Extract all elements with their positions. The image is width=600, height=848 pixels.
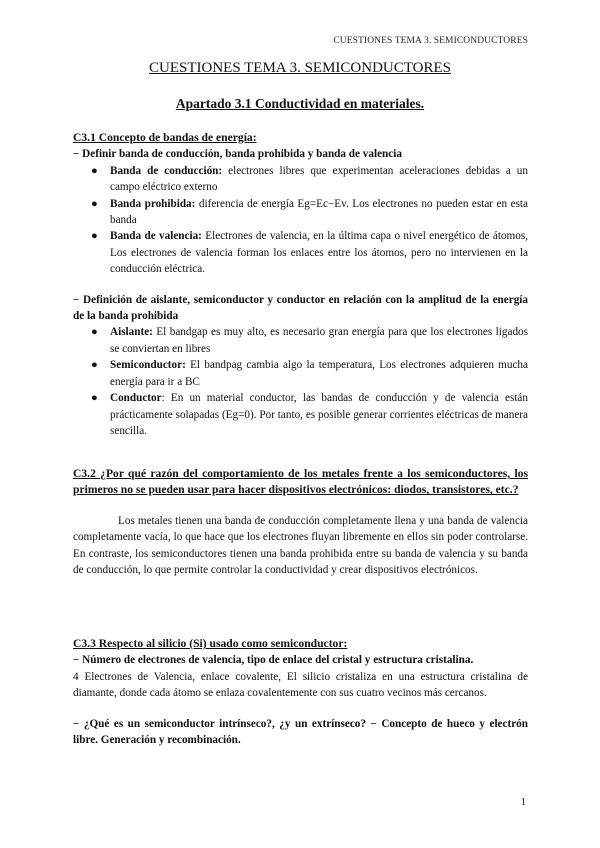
c33-question-2: − ¿Qué es un semiconductor intrínseco?, ¿y un extrínseco? − Concepto de hueco y electrón libre. Generación y recombinación. <box>73 717 528 747</box>
running-header: CUESTIONES TEMA 3. SEMICONDUCTORES <box>333 36 528 46</box>
list-item: ● Semiconductor: El bandpag cambia algo la temperatura, Los electrones adquieren mucha energía para ir a BC <box>91 359 528 388</box>
bullet-icon: ● <box>91 359 98 372</box>
c33-question-1: − Número de electrones de valencia, tipo de enlace del cristal y estructura cristalina. <box>73 654 474 667</box>
section-c31 <box>73 130 528 439</box>
bullet-icon: ● <box>91 326 98 339</box>
list-item: ● Aislante: El bandgap es muy alto, es necesario gran energía para que los electrones ligados se conviertan en libres <box>91 326 528 355</box>
bullet-icon: ● <box>91 392 98 405</box>
c31-heading: C3.1 Concepto de bandas de energía: <box>73 131 257 144</box>
bullet-icon: ● <box>91 197 98 210</box>
c32-answer: Los metales tienen una banda de conducción completamente llena y una banda de valencia completamente vacía, lo que hace que los electrones fluyan libremente en ellos sin poder controlarse. En contraste, los semiconductores tienen una banda prohibida entre su banda de valencia y su banda de conducción, lo que permite controlar la conductividad y crear dispositivos electrónicos. <box>73 514 528 577</box>
c32-heading: C3.2 ¿Por qué razón del comportamiento de los metales frente a los semiconductores, los primeros no se pueden usar para hacer dispositivos electrónicos: diodos, transistores, etc.? <box>73 467 528 497</box>
list-item: ● Banda de conducción: electrones libres que experimentan aceleraciones debidas a un campo eléctrico externo <box>91 164 528 194</box>
section-c33 <box>73 636 528 748</box>
section-title: Apartado 3.1 Conductividad en materiales. <box>175 96 425 111</box>
c33-heading: C3.3 Respecto al silicio (Si) usado como semiconductor: <box>73 637 348 650</box>
bands-list <box>73 163 528 278</box>
page-number: 1 <box>520 797 526 808</box>
materials-list <box>73 324 528 439</box>
bullet-icon: ● <box>91 164 98 177</box>
c31-question-2: − Definición de aislante, semiconductor y conductor en relación con la amplitud de la energía de la banda prohibida <box>73 293 528 323</box>
section-c32 <box>73 466 528 578</box>
bullet-icon: ● <box>91 230 98 243</box>
list-item: ● Banda de valencia: Electrones de valencia, en la última capa o nivel energético de átomos, Los electrones de valencia forman los enlaces entre los átomos, pero no intervienen en la conducción eléctrica. <box>91 230 528 276</box>
document-title: CUESTIONES TEMA 3. SEMICONDUCTORES <box>149 60 451 76</box>
c31-question-1: − Definir banda de conducción, banda prohibida y banda de valencia <box>73 148 402 161</box>
list-item: ● Banda prohibida: diferencia de energía Eg=Ec−Ev. Los electrones no pueden estar en esta banda <box>91 197 529 227</box>
list-item: ● Conductor: En un material conductor, las bandas de conducción y de valencia están prácticamente solapadas (Eg=0). Por tanto, es posible generar corrientes eléctricas de manera sencilla. <box>91 392 528 437</box>
c33-answer-1: 4 Electrones de Valencia, enlace covalente, El silicio cristaliza en una estructura cristalina de diamante, donde cada átomo se enlaza covalentemente con sus cuatro vecinos más cercanos. <box>73 670 528 700</box>
